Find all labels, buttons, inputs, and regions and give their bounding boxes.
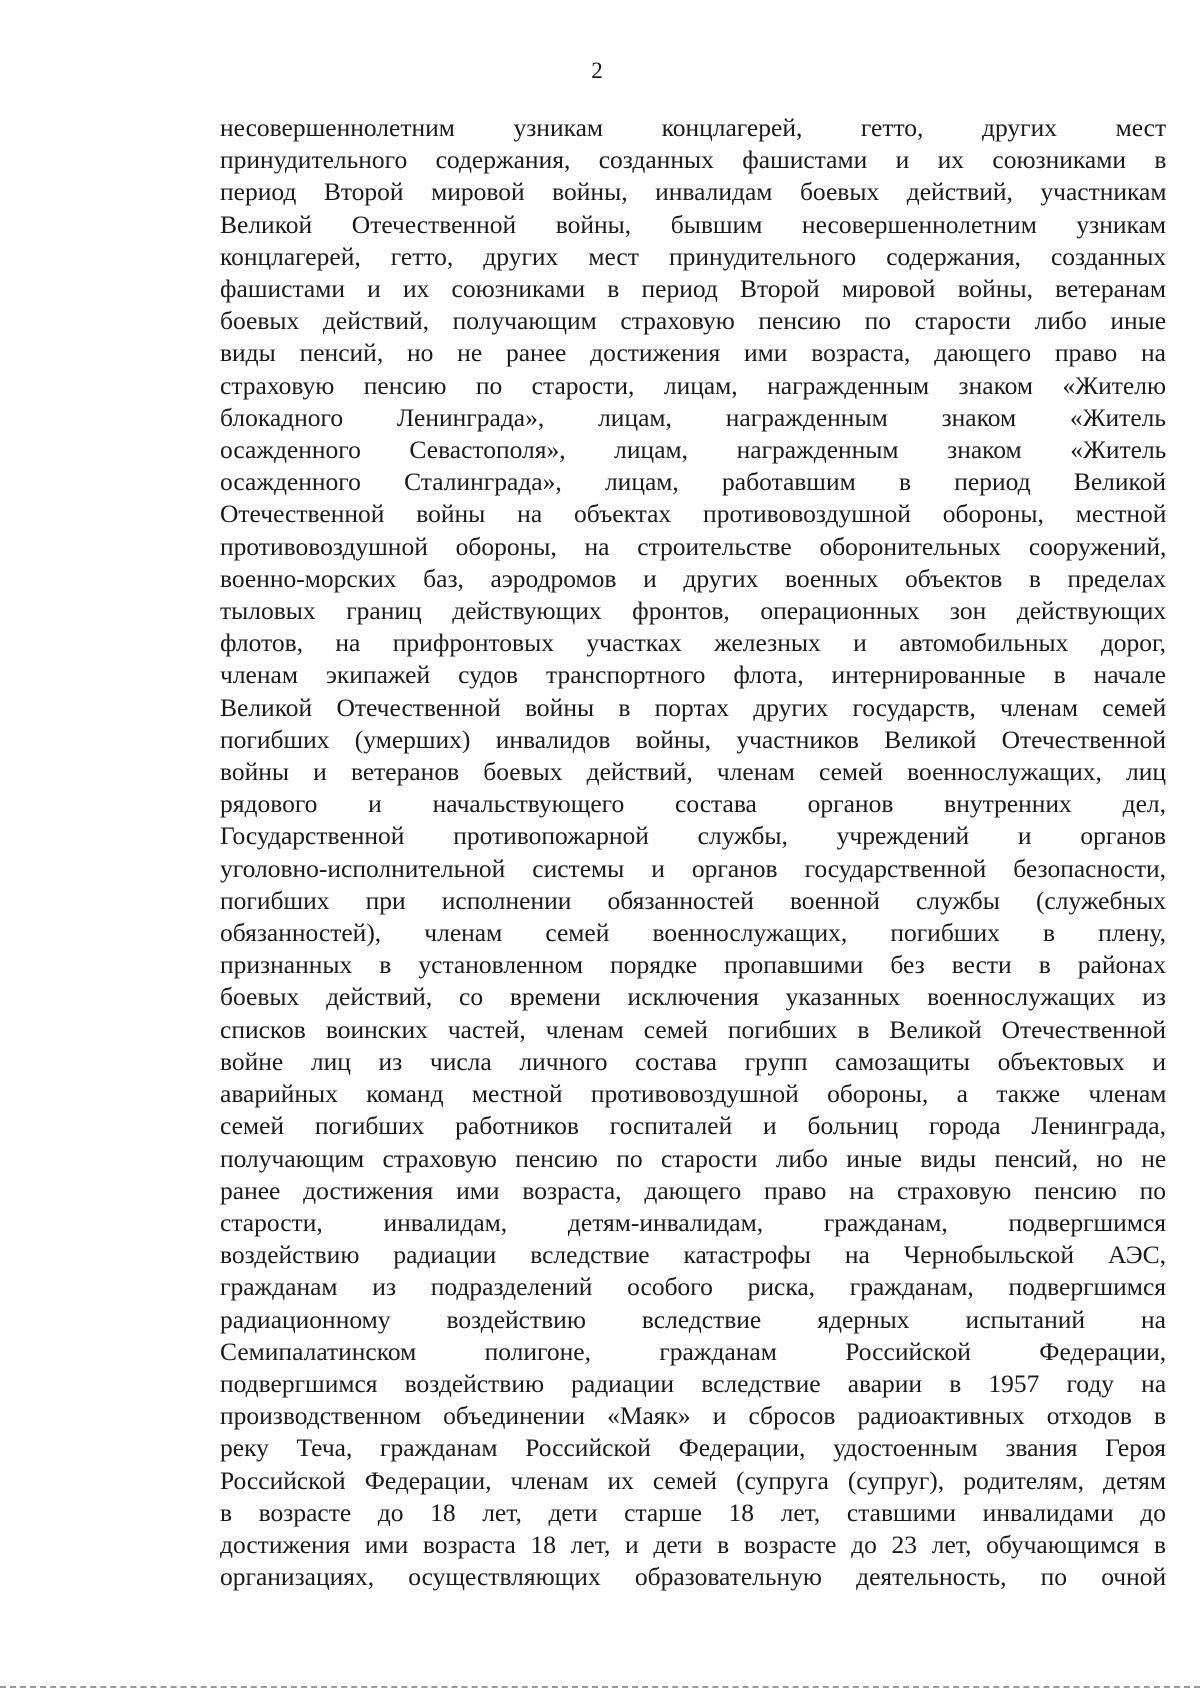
- text-line: воздействию радиации вследствие катастрофы на Чернобыльской АЭС,: [220, 1240, 1166, 1270]
- text-line: получающим страховую пенсию по старости либо иные виды пенсий, но не: [220, 1143, 1167, 1173]
- text-line: Отечественной войны на объектах противовоздушной обороны, местной: [220, 499, 1167, 529]
- text-line: производственном объединении «Маяк» и сбросов радиоактивных отходов в: [220, 1401, 1166, 1431]
- text-line: Государственной противопожарной службы, учреждений и органов: [220, 821, 1167, 851]
- text-line: Российской Федерации, членам их семей (супруга (супруг), родителям, детям: [220, 1465, 1166, 1495]
- text-line: ранее достижения ими возраста, дающего право на страховую пенсию по: [220, 1175, 1166, 1205]
- text-line: войны и ветеранов боевых действий, членам семей военнослужащих, лиц: [220, 757, 1167, 787]
- text-line: фашистами и их союзниками в период Второй мировой войны, ветеранам: [220, 274, 1166, 304]
- page-number: 2: [591, 58, 603, 83]
- text-line: достижения ими возраста 18 лет, и дети в возрасте до 23 лет, обучающимся в: [220, 1529, 1166, 1559]
- text-line: в возрасте до 18 лет, дети старше 18 лет, ставшими инвалидами до: [220, 1497, 1166, 1527]
- text-line: семей погибших работников госпиталей и больниц города Ленинграда,: [220, 1111, 1166, 1141]
- text-line: войне лиц из числа личного состава групп самозащиты объектовых и: [220, 1046, 1166, 1076]
- text-line: рядового и начальствующего состава органов внутренних дел,: [220, 789, 1166, 819]
- text-line: обязанностей), членам семей военнослужащих, погибших в плену,: [220, 918, 1166, 948]
- page-bottom-edge: [0, 1686, 1200, 1688]
- text-line: списков воинских частей, членам семей погибших в Великой Отечественной: [220, 1014, 1166, 1044]
- text-line: виды пенсий, но не ранее достижения ими возраста, дающего право на: [220, 338, 1166, 368]
- text-line: страховую пенсию по старости, лицам, награжденным знаком «Жителю: [220, 370, 1166, 400]
- text-line: боевых действий, со времени исключения указанных военнослужащих из: [220, 982, 1166, 1012]
- body-paragraph: [220, 112, 1166, 1593]
- text-line: Великой Отечественной войны в портах других государств, членам семей: [220, 692, 1167, 722]
- text-line: осажденного Севастополя», лицам, награжденным знаком «Житель: [220, 435, 1167, 465]
- text-line: осажденного Сталинграда», лицам, работавшим в период Великой: [220, 467, 1166, 497]
- text-line: организациях, осуществляющих образовательную деятельность, по очной: [220, 1562, 1167, 1592]
- text-line: блокадного Ленинграда», лицам, награжденным знаком «Житель: [220, 402, 1166, 432]
- text-line: концлагерей, гетто, других мест принудительного содержания, созданных: [220, 241, 1167, 271]
- text-line: боевых действий, получающим страховую пенсию по старости либо иные: [220, 306, 1167, 336]
- text-line: аварийных команд местной противовоздушной обороны, а также членам: [220, 1079, 1167, 1109]
- text-line: реку Теча, гражданам Российской Федерации, удостоенным звания Героя: [220, 1433, 1166, 1463]
- text-line: принудительного содержания, созданных фашистами и их союзниками в: [220, 145, 1167, 175]
- text-line: уголовно-исполнительной системы и органов государственной безопасности,: [220, 853, 1167, 883]
- text-line: погибших при исполнении обязанностей военной службы (служебных: [220, 885, 1166, 915]
- text-line: несовершеннолетним узникам концлагерей, гетто, других мест: [220, 113, 1167, 142]
- text-line: период Второй мировой войны, инвалидам боевых действий, участникам: [220, 177, 1167, 207]
- text-line: радиационному воздействию вследствие ядерных испытаний на: [220, 1304, 1166, 1334]
- text-line: гражданам из подразделений особого риска, гражданам, подвергшимся: [220, 1272, 1166, 1302]
- text-line: военно-морских баз, аэродромов и других военных объектов в пределах: [220, 563, 1167, 593]
- text-line: старости, инвалидам, детям-инвалидам, гражданам, подвергшимся: [220, 1207, 1166, 1237]
- text-line: Великой Отечественной войны, бывшим несовершеннолетним узникам: [220, 209, 1166, 239]
- text-line: подвергшимся воздействию радиации вследствие аварии в 1957 году на: [220, 1368, 1167, 1398]
- text-line: признанных в установленном порядке пропавшими без вести в районах: [220, 950, 1166, 980]
- text-line: членам экипажей судов транспортного флота, интернированные в начале: [220, 660, 1166, 690]
- text-line: противовоздушной обороны, на строительстве оборонительных сооружений,: [220, 531, 1167, 561]
- text-line: флотов, на прифронтовых участках железных и автомобильных дорог,: [220, 628, 1166, 658]
- text-line: тыловых границ действующих фронтов, операционных зон действующих: [220, 596, 1167, 626]
- text-line: Семипалатинском полигоне, гражданам Российской Федерации,: [220, 1336, 1167, 1366]
- text-line: погибших (умерших) инвалидов войны, участников Великой Отечественной: [220, 724, 1166, 754]
